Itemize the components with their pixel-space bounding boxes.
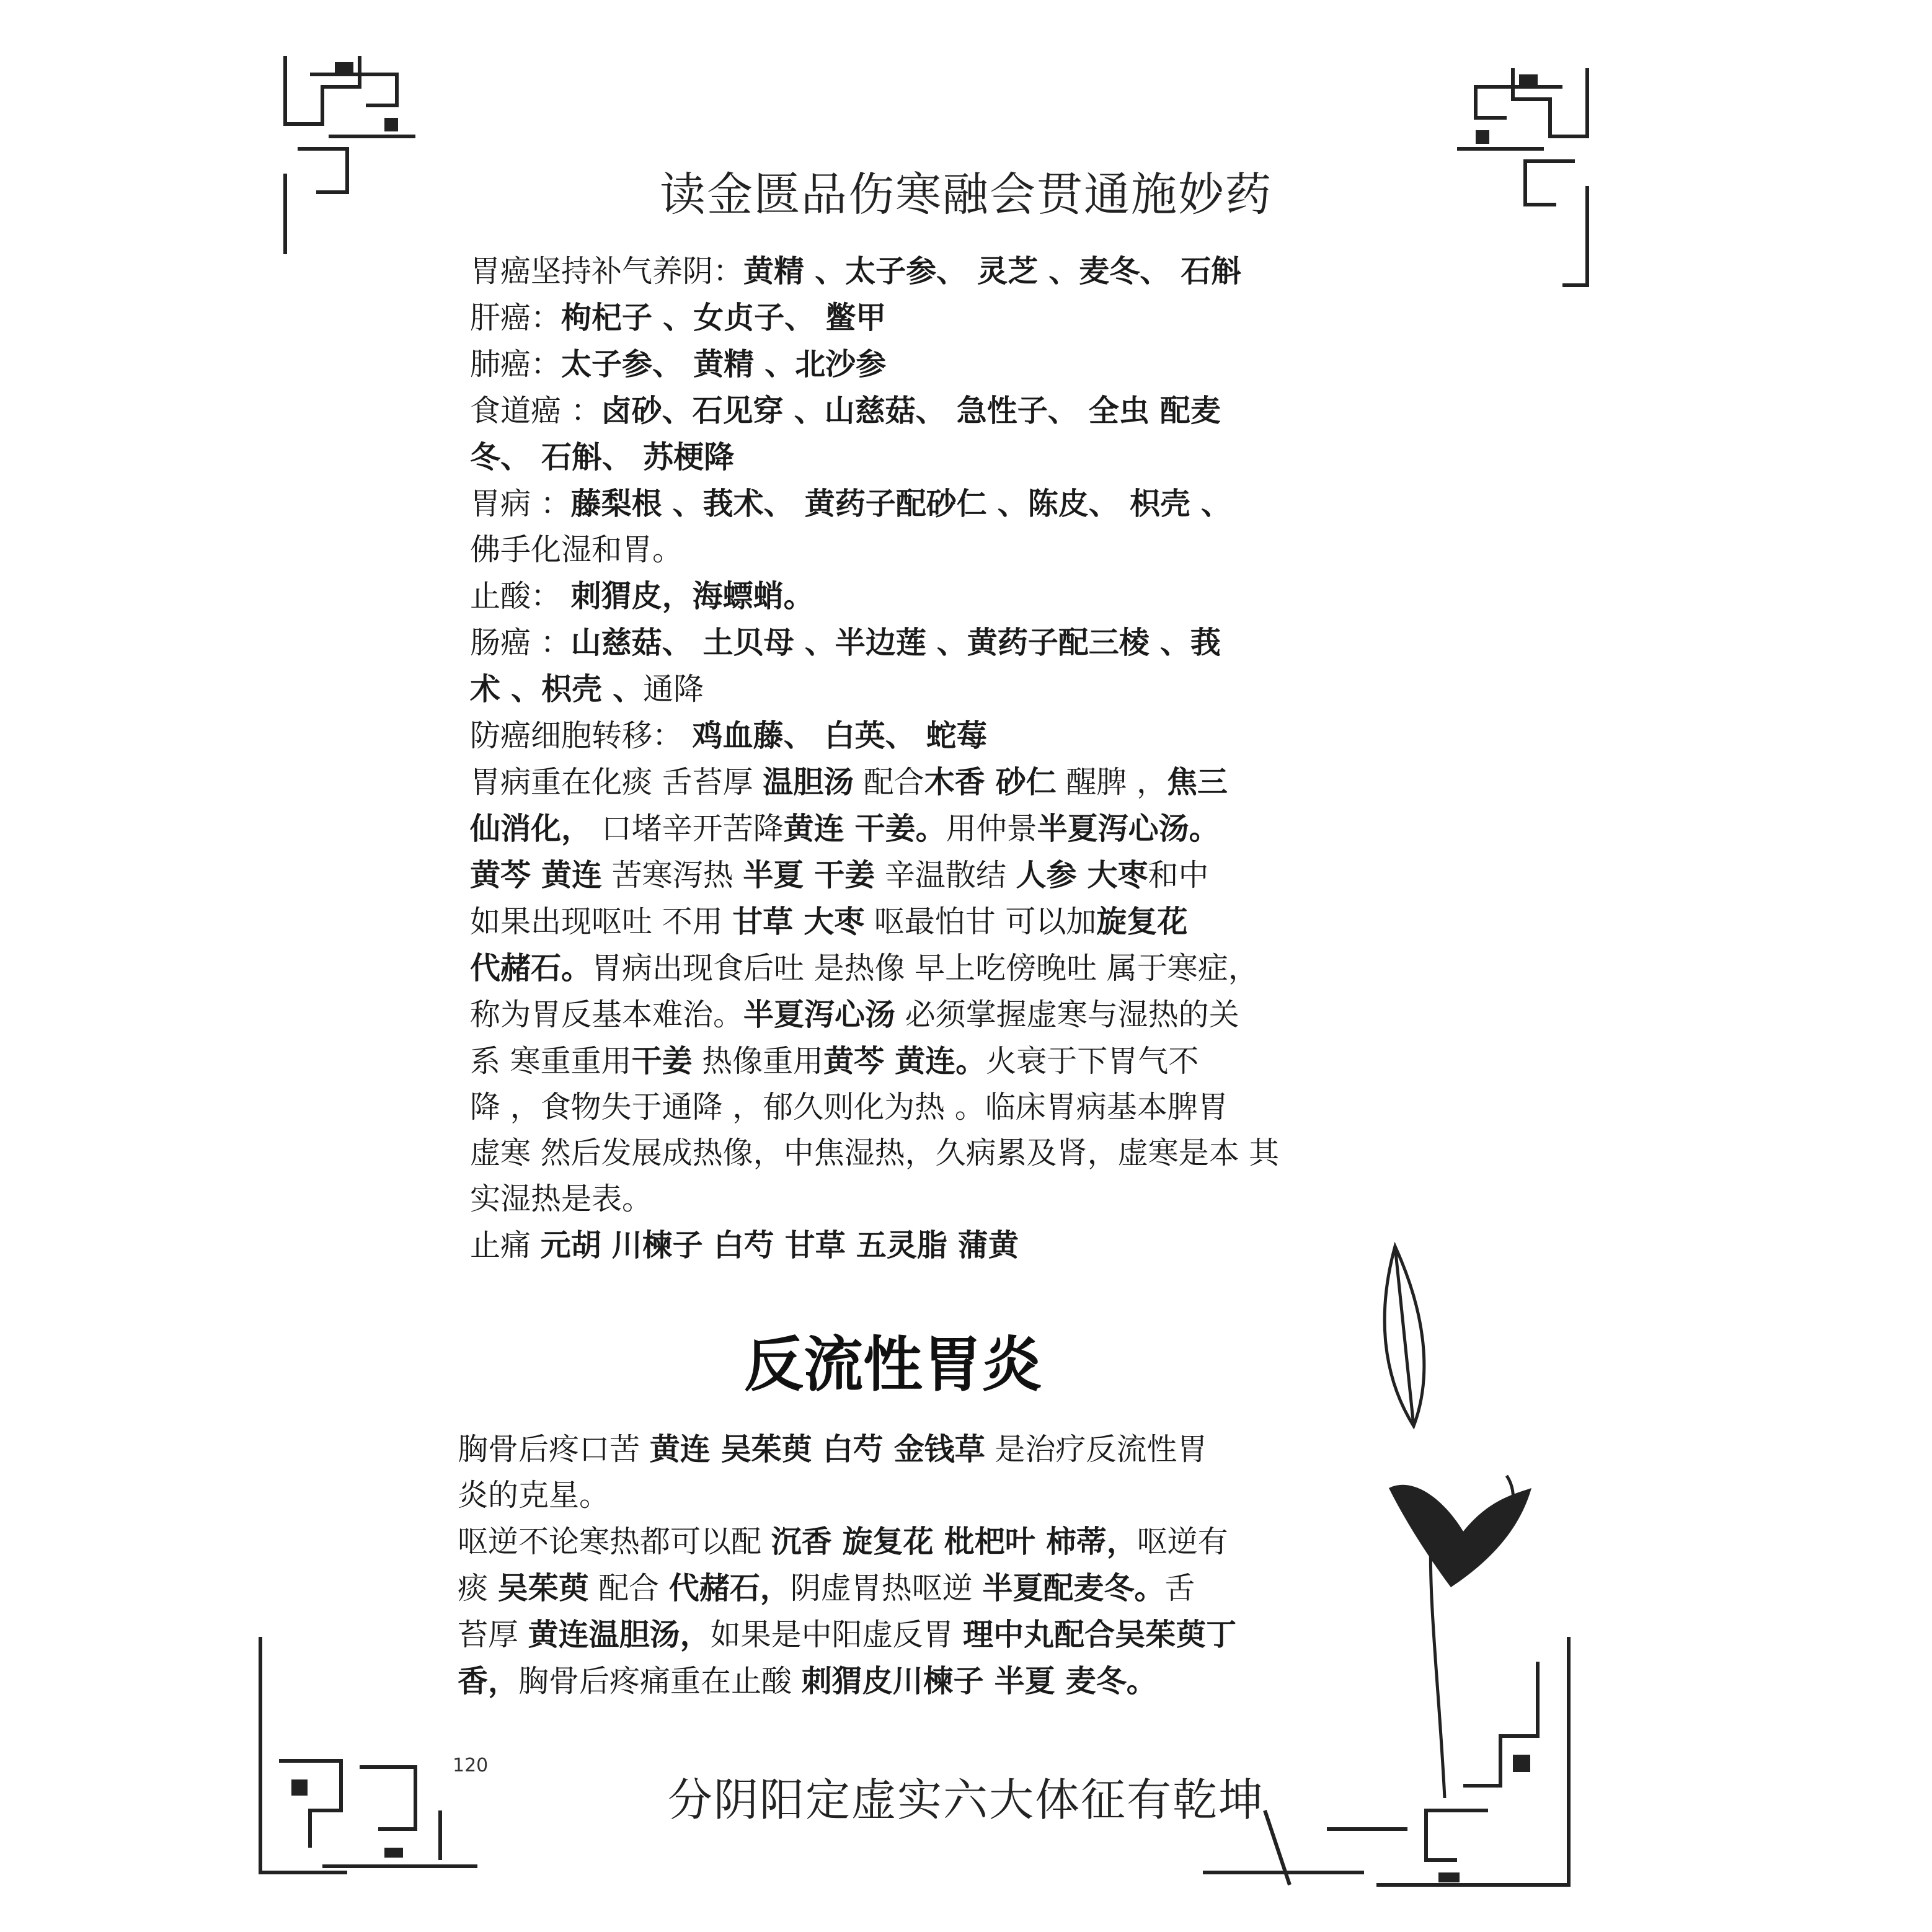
herb-names: 刺猬皮川楝子 半夏 麦冬。 <box>801 1663 1157 1699</box>
text-segment: 如果是中阳虚反胃 <box>710 1617 964 1652</box>
text-segment: 肠癌 ： <box>470 625 571 660</box>
text-segment: 止酸： <box>470 578 571 614</box>
text-segment: 口堵辛开苦降 <box>592 811 784 846</box>
text-segment: 呕逆有 <box>1137 1524 1228 1559</box>
text-segment: 胃病重在化痰 舌苔厚 <box>470 764 763 800</box>
text-segment: 是治疗反流性胃 <box>985 1432 1208 1467</box>
main-text-block <box>470 248 1412 1269</box>
text-segment: 热像重用 <box>692 1044 824 1079</box>
text-segment: 胸骨后疼痛重在止酸 <box>518 1664 802 1699</box>
section-title: 反流性胃炎 <box>744 1330 1042 1399</box>
text-line <box>470 434 1412 481</box>
herb-names: 代赭石， <box>668 1570 791 1606</box>
herb-names: 焦三 <box>1166 764 1228 800</box>
text-line <box>470 481 1412 527</box>
herb-names: 卤砂、石见穿 、山慈菇、 急性子、 全虫 配麦 <box>601 392 1221 428</box>
text-segment: 止痛 <box>470 1228 541 1263</box>
herb-names: 沉香 旋复花 枇杷叶 柿蒂， <box>771 1523 1137 1559</box>
herb-names: 山慈菇、 土贝母 、半边莲 、黄药子配三棱 、莪 <box>570 624 1221 660</box>
text-segment: 胃癌坚持补气养阴： <box>470 254 744 289</box>
text-segment: 必须掌握虚寒与湿热的关 <box>895 997 1239 1032</box>
text-line <box>470 295 1412 341</box>
page-footer: 分阴阳定虚实六大体征有乾坤 <box>667 1774 1264 1826</box>
page-number: 120 <box>453 1755 489 1776</box>
herb-names: 黄连温胆汤， <box>528 1616 711 1652</box>
text-segment: 降 ，食物失于通降 ，郁久则化为热 。临床胃病基本脾胃 <box>470 1089 1228 1125</box>
text-line <box>470 712 1412 759</box>
herb-names: 黄连 吴茱萸 白芍 金钱草 <box>649 1431 985 1467</box>
text-line <box>470 1176 1412 1222</box>
text-segment: 呕逆不论寒热都可以配 <box>458 1524 771 1559</box>
herb-names: 黄芩 黄连 <box>470 857 603 893</box>
herb-names: 元胡 川楝子 白芍 甘草 五灵脂 蒲黄 <box>540 1227 1019 1263</box>
text-segment: 胃病 ： <box>470 486 571 521</box>
text-line <box>458 1611 1388 1658</box>
herb-names: 理中丸配合吴茱萸丁 <box>963 1616 1237 1652</box>
text-segment: 呕最怕甘 可以加 <box>864 904 1097 939</box>
text-line <box>458 1658 1388 1704</box>
text-segment: 炎的克星。 <box>458 1478 610 1513</box>
herb-names: 半夏配麦冬。 <box>982 1570 1165 1606</box>
text-line <box>470 1130 1412 1176</box>
herb-names: 香， <box>458 1663 519 1699</box>
text-line <box>470 527 1412 573</box>
text-line <box>470 619 1412 666</box>
herb-names: 温胆汤 <box>763 764 854 800</box>
text-segment: 舌 <box>1164 1571 1195 1606</box>
text-segment: 佛手化湿和胃。 <box>470 532 683 567</box>
text-segment: 醒脾 ， <box>1056 764 1167 800</box>
herb-names: 鸡血藤、 白英、 蛇莓 <box>692 717 987 753</box>
herb-names: 黄精 、太子参、 灵芝 、麦冬、 石斛 <box>743 253 1242 289</box>
text-segment: 痰 <box>458 1571 498 1606</box>
text-line <box>458 1426 1388 1473</box>
text-line <box>470 388 1412 434</box>
reflux-text-block <box>458 1426 1388 1704</box>
herb-names: 半夏泻心汤 <box>743 996 896 1032</box>
text-segment: 防癌细胞转移： <box>470 718 693 753</box>
text-segment: 称为胃反基本难治。 <box>470 997 744 1032</box>
text-segment: 肺癌： <box>470 347 562 382</box>
herb-names: 黄连 干姜。 <box>783 810 946 846</box>
herb-names: 木香 砂仁 <box>924 764 1057 800</box>
text-line <box>470 1222 1412 1269</box>
herb-names: 仙消化， <box>470 810 592 846</box>
text-segment: 辛温散结 <box>875 857 1016 893</box>
herb-names: 术 、枳壳 、 <box>470 671 644 707</box>
herb-names: 半夏泻心汤。 <box>1037 810 1220 846</box>
page-header: 读金匮品伤寒融会贯通施妙药 <box>660 168 1272 221</box>
text-line <box>470 759 1412 805</box>
text-line <box>470 852 1412 898</box>
text-line <box>458 1518 1388 1565</box>
text-line <box>470 1084 1412 1130</box>
text-line <box>470 945 1412 991</box>
text-segment: 虚寒 然后发展成热像，中焦湿热，久病累及肾，虚寒是本 其 <box>470 1135 1280 1171</box>
text-line <box>470 573 1412 619</box>
text-segment: 如果出现呕吐 不用 <box>470 904 733 939</box>
text-line <box>470 805 1412 852</box>
text-segment: 阴虚胃热呕逆 <box>790 1571 983 1606</box>
herb-names: 旋复花 <box>1096 903 1188 939</box>
text-segment: 胸骨后疼口苦 <box>458 1432 650 1467</box>
text-segment: 胃病出现食后吐 是热像 早上吃傍晚吐 属于寒症， <box>592 950 1259 986</box>
text-segment: 用仲景 <box>946 811 1037 846</box>
text-line <box>470 991 1412 1038</box>
text-line <box>458 1473 1388 1518</box>
text-line <box>470 1038 1412 1084</box>
herb-names: 吴茱萸 <box>497 1570 589 1606</box>
text-segment: 系 寒重重用 <box>470 1044 632 1079</box>
text-segment: 食道癌 ： <box>470 393 601 428</box>
text-segment: 配合 <box>588 1571 669 1606</box>
text-line <box>458 1565 1388 1611</box>
herb-names: 黄芩 黄连。 <box>823 1043 986 1079</box>
text-line <box>470 341 1412 388</box>
text-segment: 和中 <box>1148 857 1209 893</box>
text-segment: 火衰于下胃气不 <box>986 1044 1199 1079</box>
herb-names: 人参 大枣 <box>1016 857 1148 893</box>
herb-names: 半夏 干姜 <box>743 857 875 893</box>
text-segment: 实湿热是表。 <box>470 1181 653 1216</box>
herb-names: 甘草 大枣 <box>732 903 865 939</box>
herb-names: 太子参、 黄精 、北沙参 <box>561 346 887 382</box>
text-line <box>470 898 1412 945</box>
text-line <box>470 248 1412 295</box>
herb-names: 冬、 石斛、 苏梗降 <box>470 439 735 475</box>
herb-names: 干姜 <box>631 1043 693 1079</box>
herb-names: 代赭石。 <box>470 950 592 986</box>
text-segment: 肝癌： <box>470 300 562 335</box>
text-segment: 通降 <box>643 671 704 707</box>
text-line <box>470 666 1412 712</box>
text-segment: 苦寒泻热 <box>602 857 743 893</box>
text-segment: 苔厚 <box>458 1617 528 1652</box>
herb-names: 刺猬皮，海螵蛸。 <box>570 578 814 614</box>
herb-names: 枸杞子 、女贞子、 鳖甲 <box>561 299 887 335</box>
text-segment: 配合 <box>854 764 924 800</box>
herb-names: 藤梨根 、莪术、 黄药子配砂仁 、陈皮、 枳壳 、 <box>570 485 1231 521</box>
